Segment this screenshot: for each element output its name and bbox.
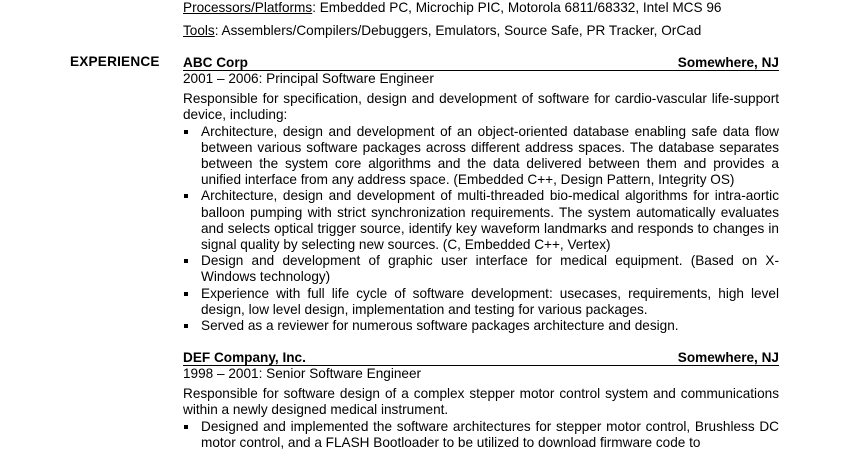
skills-tools-line — [183, 23, 783, 39]
job-bullet: Experience with full life cycle of software development: usecases, requirements, high level design, low level design, implementation and testing for various packages. — [183, 286, 779, 318]
skills-tools-label: Tools — [183, 23, 215, 38]
skills-processors-value: : Embedded PC, Microchip PIC, Motorola 6811/68332, Intel MCS 96 — [312, 0, 722, 15]
job-bullet-list — [183, 124, 779, 335]
job-bullet: Designed and implemented the software architectures for stepper motor control, Brushless DC motor control, and a FLASH Bootloader to be utilized to download firmware code to — [183, 419, 779, 451]
job-bullet: Architecture, design and development of an object-oriented database enabling safe data flow between various software packages across different address spaces. The database separates between the system core algorithms and the data delivered between them and provides a unified interface from any address space. (Embedded C++, Design Pattern, Integrity OS) — [183, 124, 779, 189]
job-bullet: Served as a reviewer for numerous software packages architecture and design. — [183, 318, 779, 334]
company-location: Somewhere, NJ — [677, 55, 779, 70]
job-entry — [183, 55, 779, 334]
job-title: 1998 – 2001: Senior Software Engineer — [183, 366, 422, 381]
skills-tools-value: : Assemblers/Compilers/Debuggers, Emulators, Source Safe, PR Tracker, OrCad — [214, 23, 702, 38]
company-name: DEF Company, Inc. — [183, 350, 306, 365]
job-description: Responsible for software design of a complex stepper motor control system and communications within a newly designed medical instrument. — [183, 386, 779, 418]
job-description: Responsible for specification, design and development of software for cardio-vascular life-support device, including: — [183, 91, 779, 123]
job-entry — [183, 350, 779, 451]
company-location: Somewhere, NJ — [677, 350, 779, 365]
skills-processors-line — [183, 0, 783, 16]
experience-heading: EXPERIENCE — [70, 54, 160, 69]
job-title: 2001 – 2006: Principal Software Engineer — [183, 71, 434, 86]
company-line — [183, 55, 779, 71]
skills-processors-label: Processors/Platforms — [183, 0, 313, 15]
job-bullet-list — [183, 419, 779, 451]
job-bullet: Design and development of graphic user interface for medical equipment. (Based on X-Windows technology) — [183, 253, 779, 285]
job-bullet: Architecture, design and development of multi-threaded bio-medical algorithms for intra-aortic balloon pumping with strict synchronization requirements. The system automatically evaluates and selects optical trigger source, identify key waveform landmarks and responds to changes in signal quality by selecting new sources. (C, Embedded C++, Vertex) — [183, 188, 779, 253]
company-line — [183, 350, 779, 366]
company-name: ABC Corp — [183, 55, 248, 70]
